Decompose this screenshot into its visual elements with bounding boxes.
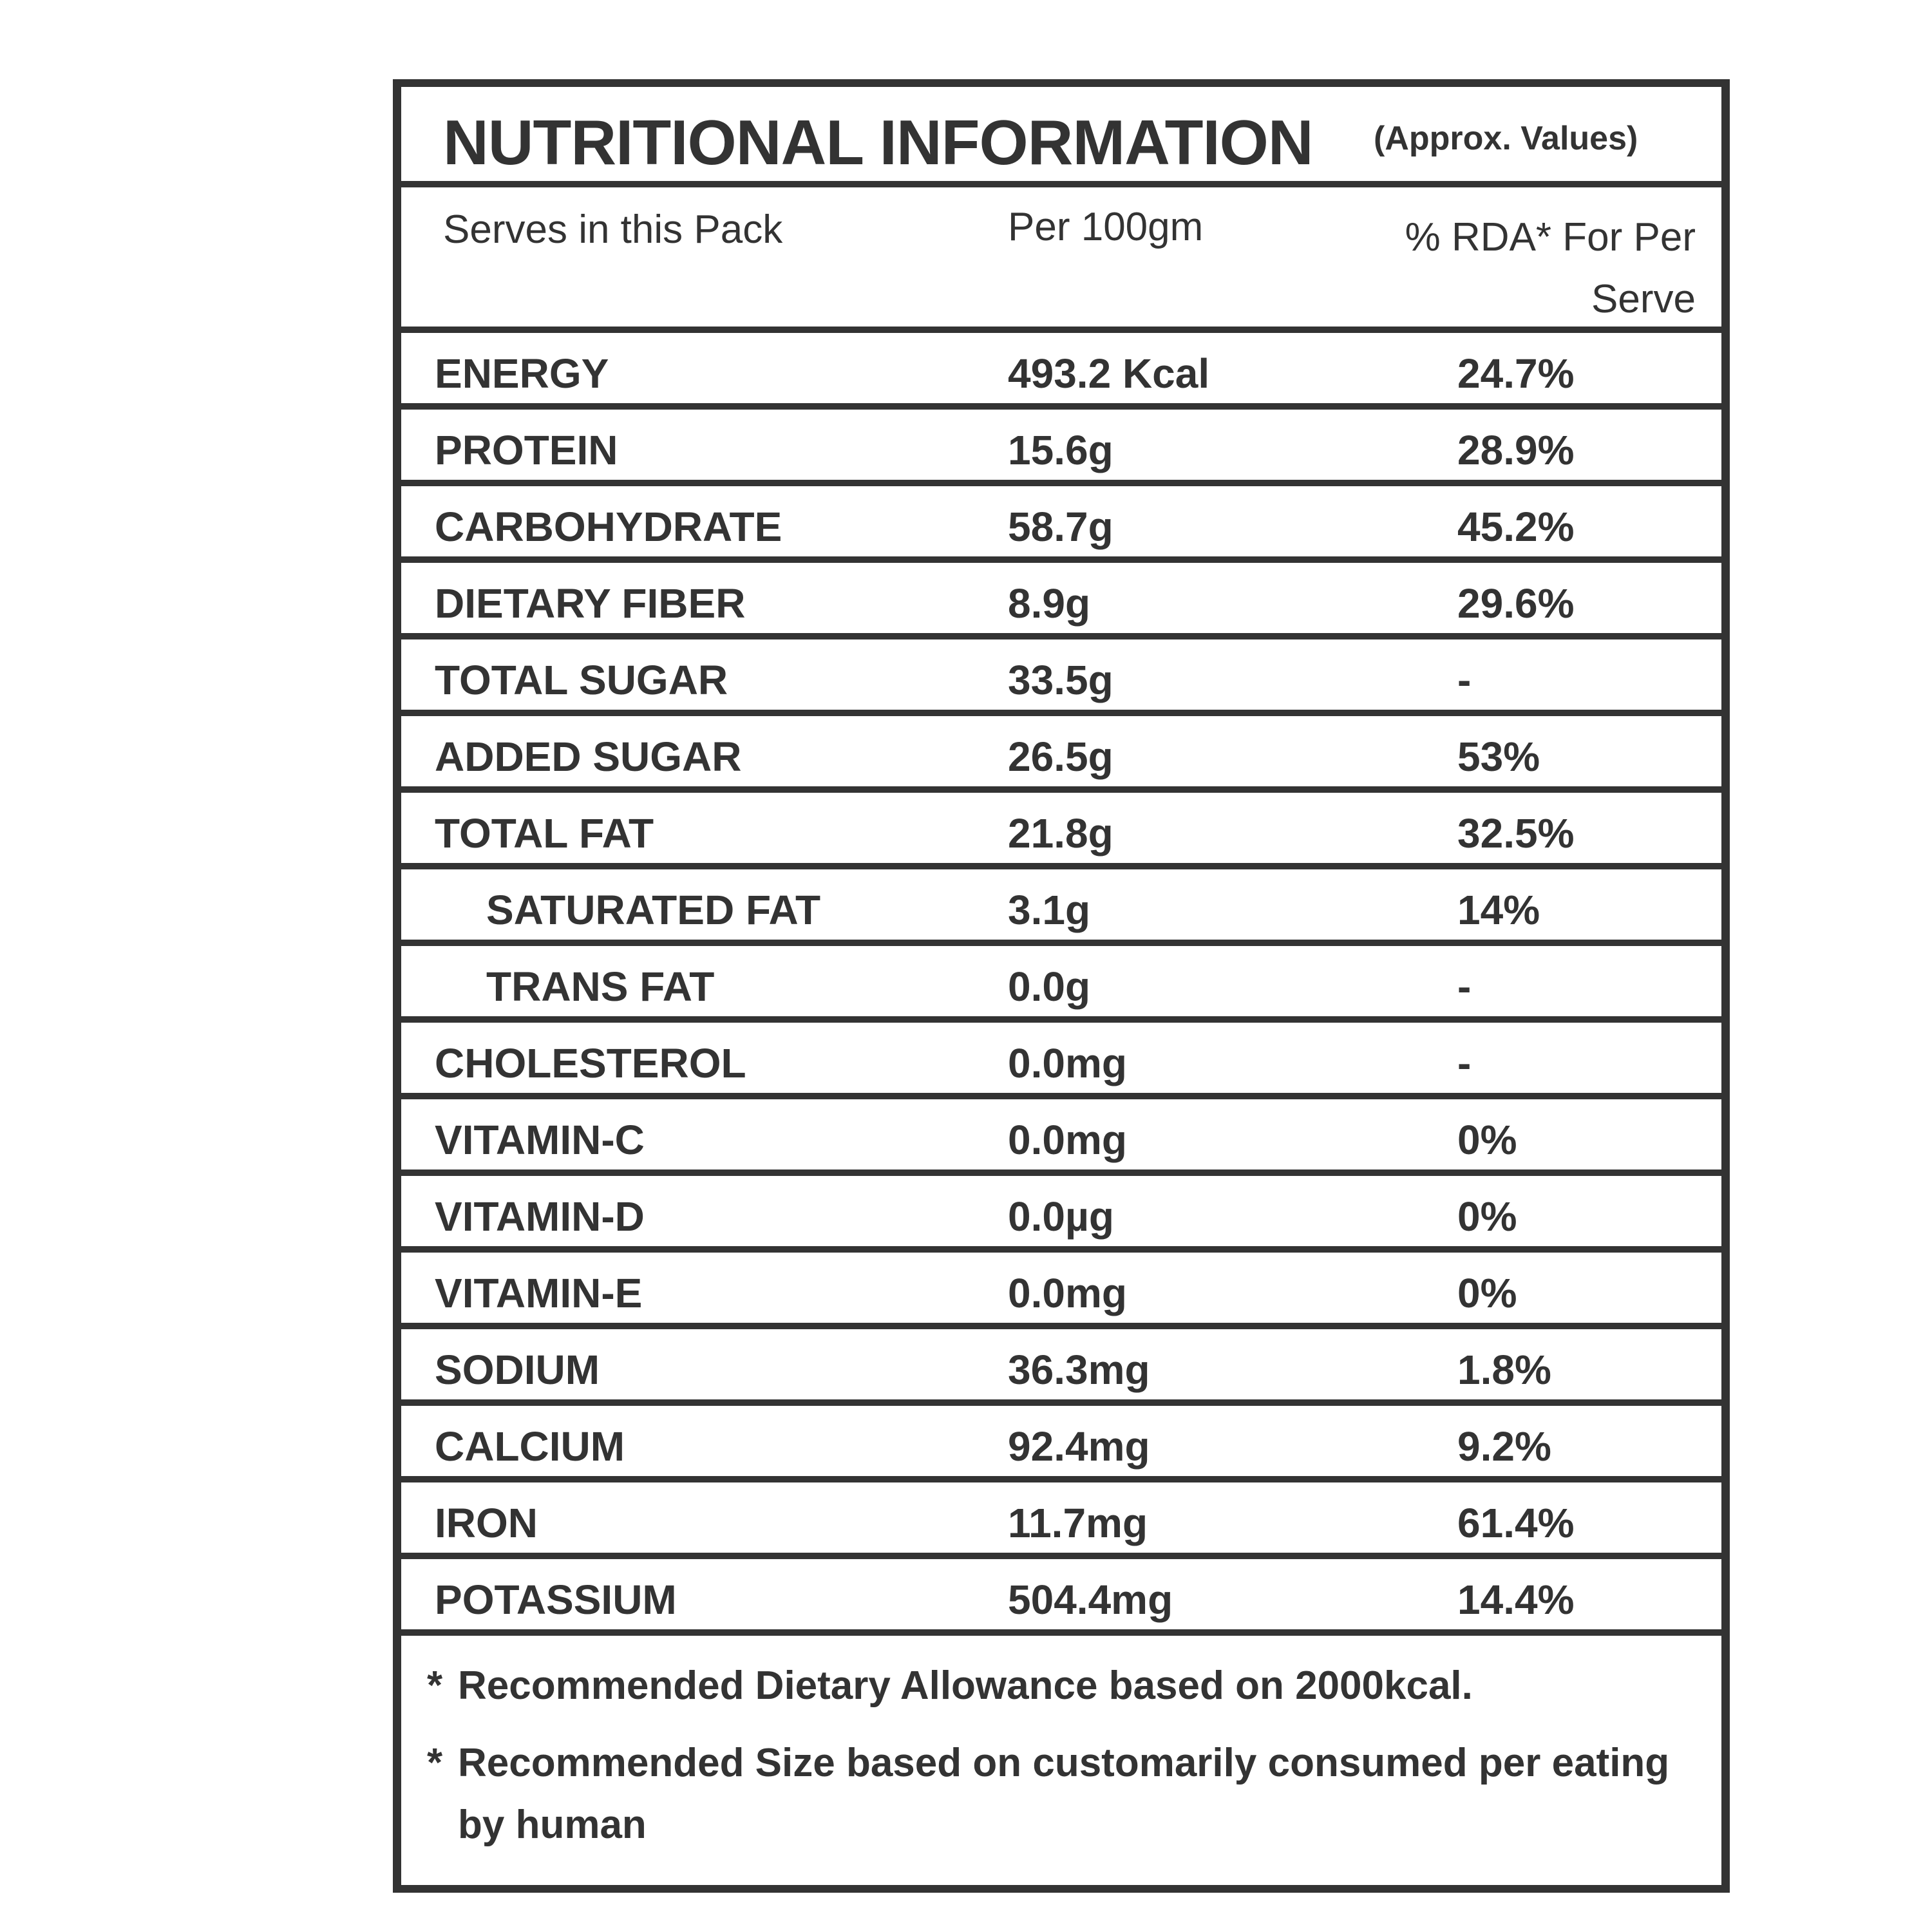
title-band (401, 87, 1721, 181)
nutrient-name: ADDED SUGAR (435, 734, 742, 780)
table-row (401, 1406, 1721, 1476)
nutrient-per-100gm: 36.3mg (1008, 1347, 1150, 1393)
nutrient-per-100gm: 0.0mg (1008, 1040, 1127, 1086)
nutrient-rda: 0% (1457, 1270, 1517, 1316)
nutrient-name: ENERGY (435, 350, 609, 397)
column-header-band (401, 187, 1721, 327)
table-row (401, 793, 1721, 863)
nutrient-per-100gm: 0.0mg (1008, 1270, 1127, 1316)
header-rda: % RDA* For Per Serve (1405, 215, 1696, 321)
table-row (401, 333, 1721, 403)
nutrient-name: VITAMIN-D (435, 1193, 645, 1240)
nutrient-per-100gm: 33.5g (1008, 657, 1113, 703)
nutrient-name: TRANS FAT (486, 963, 715, 1010)
nutrient-name: POTASSIUM (435, 1577, 677, 1623)
nutrient-name: VITAMIN-E (435, 1270, 643, 1316)
nutrient-rda: 24.7% (1457, 350, 1575, 397)
nutrient-rda: 53% (1457, 734, 1540, 780)
nutrient-rda: 0% (1457, 1117, 1517, 1163)
nutrient-name: IRON (435, 1500, 538, 1546)
footnote (427, 1732, 1689, 1856)
header-serves: Serves in this Pack (443, 207, 783, 252)
nutrient-per-100gm: 15.6g (1008, 427, 1113, 473)
nutrient-rda: 1.8% (1457, 1347, 1551, 1393)
nutrient-per-100gm: 493.2 Kcal (1008, 350, 1210, 397)
nutrient-per-100gm: 11.7mg (1008, 1500, 1148, 1546)
nutrient-per-100gm: 8.9g (1008, 580, 1091, 627)
nutrient-rda: 45.2% (1457, 504, 1575, 550)
nutrient-name: DIETARY FIBER (435, 580, 746, 627)
nutrient-name: SODIUM (435, 1347, 600, 1393)
nutrient-per-100gm: 26.5g (1008, 734, 1113, 780)
table-row (401, 1329, 1721, 1399)
nutrient-name: CHOLESTEROL (435, 1040, 746, 1086)
table-row (401, 1482, 1721, 1553)
table-row (401, 486, 1721, 556)
nutrient-name: SATURATED FAT (486, 887, 821, 933)
footnote-asterisk: * (427, 1741, 443, 1785)
table-row (401, 1099, 1721, 1170)
nutrient-per-100gm: 0.0g (1008, 963, 1091, 1010)
nutrient-name: TOTAL SUGAR (435, 657, 728, 703)
nutrient-name: TOTAL FAT (435, 810, 654, 857)
footnote (427, 1655, 1689, 1717)
table-row (401, 1559, 1721, 1629)
nutrient-rda: - (1457, 1040, 1472, 1086)
nutrient-per-100gm: 0.0µg (1008, 1193, 1114, 1240)
nutrition-label-inner (401, 87, 1721, 1885)
nutrient-rda: 28.9% (1457, 427, 1575, 473)
nutrient-name: PROTEIN (435, 427, 618, 473)
nutrient-per-100gm: 504.4mg (1008, 1577, 1173, 1623)
nutrient-rda: 32.5% (1457, 810, 1575, 857)
label-title: NUTRITIONAL INFORMATION (443, 107, 1313, 178)
nutrient-rda: 14% (1457, 887, 1540, 933)
label-subtitle: (Approx. Values) (1374, 120, 1638, 157)
footnote-text: Recommended Dietary Allowance based on 2000kcal. (458, 1663, 1473, 1708)
nutrient-per-100gm: 58.7g (1008, 504, 1113, 550)
nutrient-name: CALCIUM (435, 1423, 625, 1470)
nutrient-rda: 14.4% (1457, 1577, 1575, 1623)
table-row (401, 563, 1721, 633)
nutrient-per-100gm: 92.4mg (1008, 1423, 1150, 1470)
table-row (401, 410, 1721, 480)
nutrient-rda: 0% (1457, 1193, 1517, 1240)
table-row (401, 1176, 1721, 1246)
table-row (401, 1023, 1721, 1093)
table-row (401, 716, 1721, 786)
table-row (401, 869, 1721, 940)
footnotes-band (401, 1636, 1721, 1885)
footnote-asterisk: * (427, 1663, 443, 1708)
nutrient-per-100gm: 21.8g (1008, 810, 1113, 857)
footnote-text: Recommended Size based on customarily consumed per eating by human (458, 1741, 1670, 1847)
nutrient-per-100gm: 3.1g (1008, 887, 1091, 933)
nutrient-rda: - (1457, 963, 1472, 1010)
nutrient-rda: 9.2% (1457, 1423, 1551, 1470)
nutrient-per-100gm: 0.0mg (1008, 1117, 1127, 1163)
nutrient-name: VITAMIN-C (435, 1117, 645, 1163)
nutrient-rda: - (1457, 657, 1472, 703)
table-row (401, 1253, 1721, 1323)
header-per-100gm: Per 100gm (1008, 205, 1204, 249)
nutrient-rows (401, 333, 1721, 1629)
nutrition-label (393, 79, 1730, 1893)
nutrient-rda: 29.6% (1457, 580, 1575, 627)
nutrient-rda: 61.4% (1457, 1500, 1575, 1546)
nutrient-name: CARBOHYDRATE (435, 504, 782, 550)
table-row (401, 639, 1721, 710)
table-row (401, 946, 1721, 1016)
